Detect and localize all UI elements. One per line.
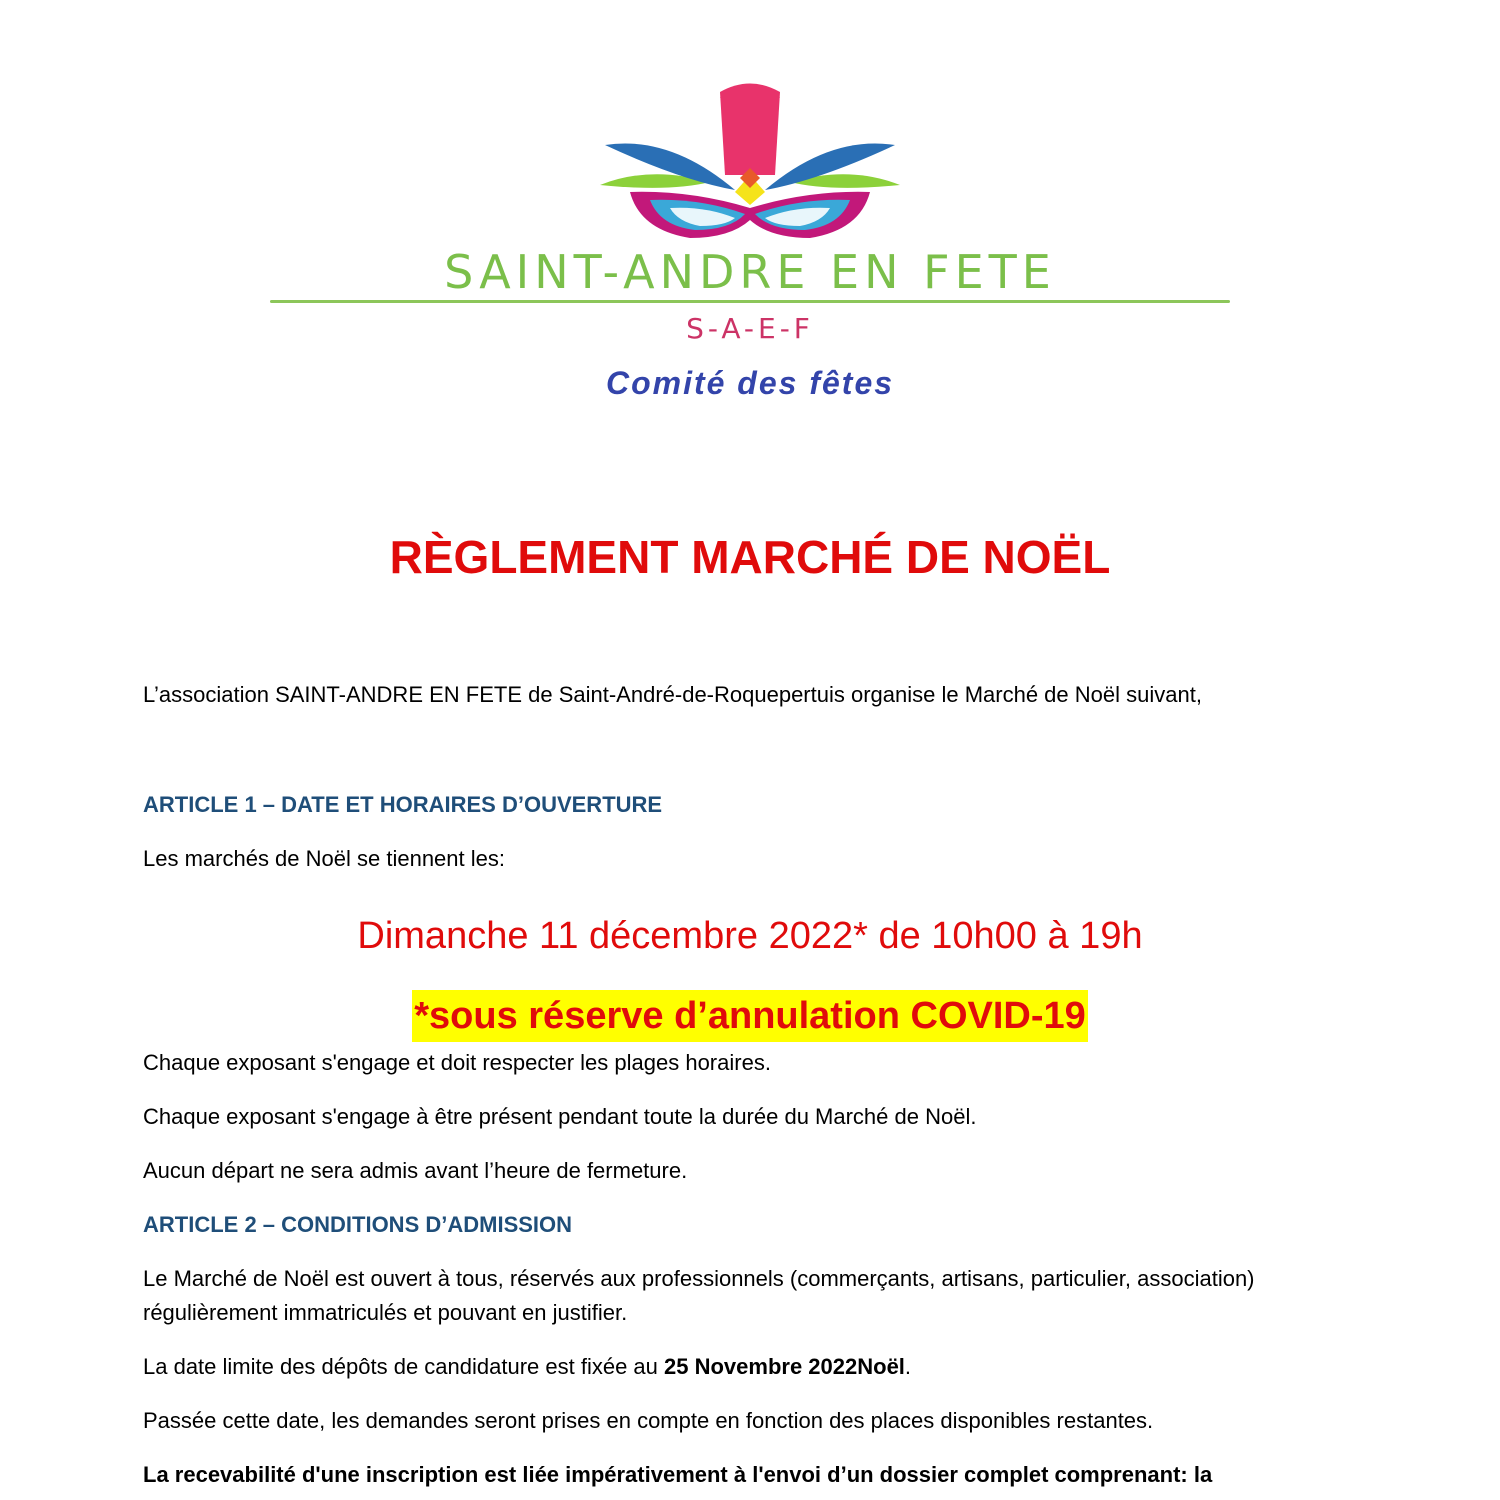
covid-note: *sous réserve d’annulation COVID-19 (412, 990, 1088, 1042)
document-title: RÈGLEMENT MARCHÉ DE NOËL (389, 531, 1111, 583)
saef-logo (250, 80, 1250, 420)
article-2-heading: ARTICLE 2 – CONDITIONS D’ADMISSION (143, 1212, 573, 1237)
deadline-date: 25 Novembre 2022Noël (664, 1354, 905, 1379)
covid-note-wrap (0, 990, 1500, 1042)
carnival-mask-icon (250, 80, 1250, 240)
article-1-paragraph-3: Aucun départ ne sera admis avant l’heure de fermeture. (143, 1158, 688, 1183)
logo-subtitle: Comité des fêtes (605, 365, 895, 401)
deadline-prefix: La date limite des dépôts de candidature est fixée au (143, 1354, 665, 1379)
article-2-paragraph-2 (143, 1350, 1358, 1384)
article-2-paragraph-4: La recevabilité d'une inscription est liée impérativement à l'envoi d’un dossier complet comprenant: la (143, 1462, 1213, 1487)
logo-acronym: S-A-E-F (686, 312, 814, 345)
event-date: Dimanche 11 décembre 2022* de 10h00 à 19h (357, 915, 1143, 957)
article-1-paragraph-2: Chaque exposant s'engage à être présent pendant toute la durée du Marché de Noël. (143, 1104, 977, 1129)
intro-paragraph: L’association SAINT-ANDRE EN FETE de Saint-André-de-Roquepertuis organise le Marché de Noël suivant, (143, 682, 1202, 707)
logo-divider (270, 300, 1230, 303)
article-1-lead: Les marchés de Noël se tiennent les: (143, 846, 505, 871)
article-1-paragraph-1: Chaque exposant s'engage et doit respecter les plages horaires. (143, 1050, 771, 1075)
deadline-suffix: . (904, 1354, 912, 1379)
logo-title: SAINT-ANDRE EN FETE (444, 245, 1056, 299)
article-2-paragraph-3: Passée cette date, les demandes seront prises en compte en fonction des places disponibles restantes. (143, 1408, 1154, 1433)
article-1-heading: ARTICLE 1 – DATE ET HORAIRES D’OUVERTURE (143, 792, 663, 817)
article-2-paragraph-1: Le Marché de Noël est ouvert à tous, réservés aux professionnels (commerçants, artisans, particulier, association) régulièrement immatriculés et pouvant en justifier. (143, 1266, 1255, 1325)
